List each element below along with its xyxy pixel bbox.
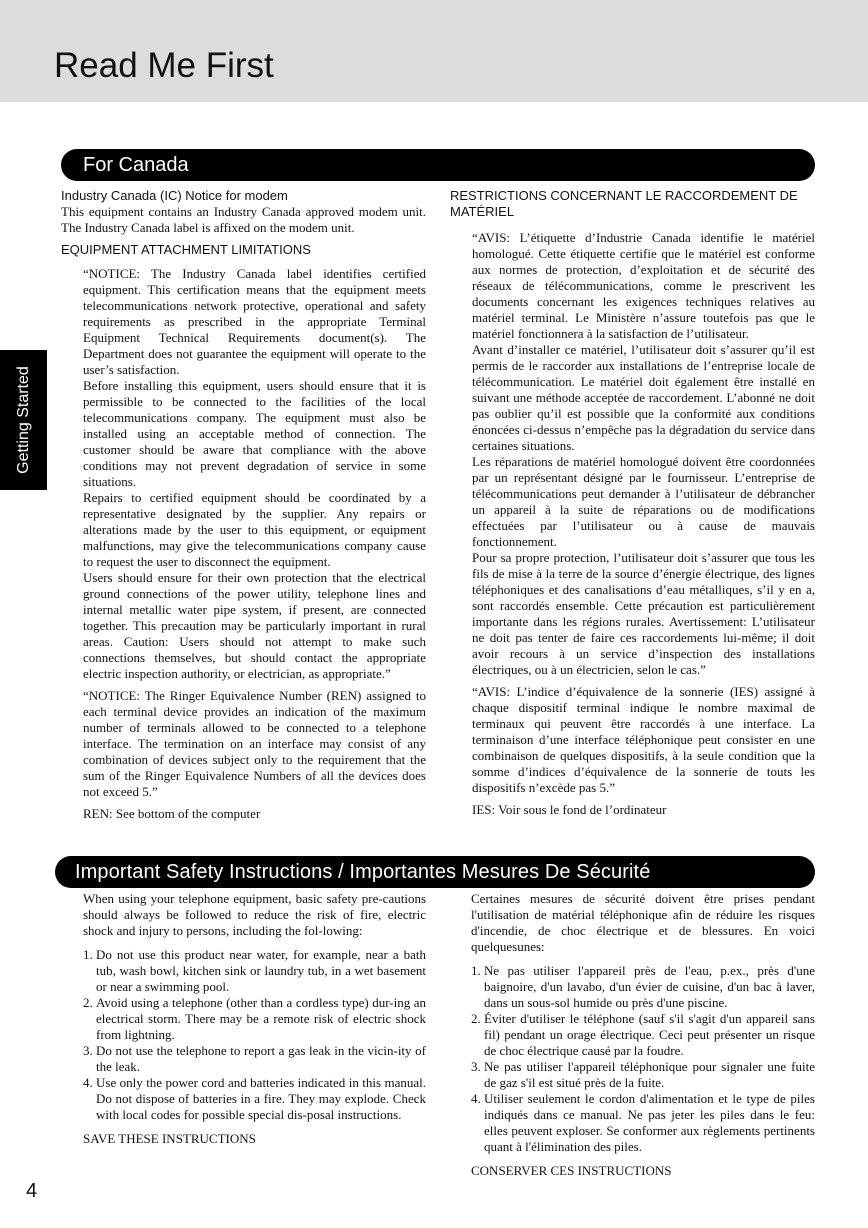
safety-intro-fr: Certaines mesures de sécurité doivent être prises pendant l'utilisation de matérial téléphonique afin de réduire les risques d'incendie, de choc électrique et de blessures. En voici quelquesunes:: [471, 891, 815, 954]
ies-note: IES: Voir sous le fond de l’ordinateur: [472, 802, 667, 817]
notice-2: “NOTICE: The Ringer Equivalence Number (REN) assigned to each terminal device provides an indication of the maximum number of terminals allowed to be connected to a telephone interface. The termination on an interface may consist of any combination of devices subject only to the requirement that the sum of the Ringer Equivalence Numbers of all the devices does not exceed 5.”: [83, 688, 426, 799]
notice-1-paragraph: “NOTICE: The Industry Canada label identifies certified equipment. This certification means that the equipment meets telecommunications network protective, operational and safety requirements as prescribed in the appropriate Terminal Equipment Technical Requirements document(s). The Department does not guarantee the equipment will operate to the user’s satisfaction.: [83, 266, 426, 377]
page-title: Read Me First: [54, 46, 274, 85]
list-item: 3. Do not use the telephone to report a gas leak in the vicin-ity of the leak.: [83, 1043, 426, 1074]
section-bar-canada: [61, 149, 815, 181]
notice-1-paragraph: Before installing this equipment, users should ensure that it is permissible to be connected to the facilities of the local telecommunications company. The equipment must also be installed using an acceptable method of connection. The customer should be aware that compliance with the above conditions may not prevent degradation of service in some situations.: [83, 378, 426, 489]
notice-1-paragraph: Users should ensure for their own protection that the electrical ground connections of the power utility, telephone lines and internal metallic water pipe system, if present, are connected together. This precaution may be particularly important in rural areas. Caution: Users should not attempt to make such connections themselves, but should contact the appropriate electric inspection authority, or electrician, as appropriate.”: [83, 570, 426, 681]
avis-1-paragraph: Les réparations de matériel homologué doivent être coordonnées par un représentant désigné par le fournisseur. L’entreprise de télécommunications peut demander à l’utilisateur de débrancher un appareil à la suite de réparations ou de modifications effectuées par l’utilisateur ou à cause de mauvais fonctionnement.: [472, 454, 815, 549]
avis-1-paragraph: “AVIS: L’étiquette d’Industrie Canada identifie le matériel homologué. Cette étiquette certifie que le matériel est conforme aux normes de protection, d’exploitation et de sécurité des réseaux de télécommunications, comme le prescrivent les documents concernant les exigences techniques relatives au matériel terminal. Le Ministère n’assure toutefois pas que le matériel fonctionnera à la satisfaction de l’utilisateur.: [472, 230, 815, 341]
ic-notice-text: This equipment contains an Industry Canada approved modem unit. The Industry Canada label is affixed on the modem unit.: [61, 204, 426, 235]
safety-list-en: [83, 947, 426, 1123]
safety-list-fr: [471, 963, 815, 1155]
notice-1: [61, 266, 426, 822]
safety-english-column: [83, 891, 426, 1147]
safety-intro-en: When using your telephone equipment, basic safety pre-cautions should always be followed to reduce the risk of fire, electric shock and injury to persons, including the fol-lowing:: [83, 891, 426, 938]
list-item: 2. Éviter d'utiliser le téléphone (sauf s'il s'agit d'un appareil sans fil) pendant un orage électrique. Ceci peut présenter un risque de choc électrique causé par la foudre.: [471, 1011, 815, 1058]
side-tab-label: Getting Started: [14, 366, 32, 474]
safety-french-column: [471, 891, 815, 1179]
avis-2: “AVIS: L’indice d’équivalence de la sonnerie (IES) assigné à chaque dispositif terminal indique le nombre maximal de terminaux qui peuvent être raccordés à une interface. La terminaison d’une interface téléphonique peut consister en une combinaison de quelques dispositifs, à la seule condition que la somme d’indices d’équivalence de la sonnerie de touts les dispositifs n’excède pas 5.”: [472, 684, 815, 795]
list-item: 1. Ne pas utiliser l'appareil près de l'eau, p.ex., près d'une baignoire, d'un lavabo, d'un évier de cuisine, d'un bac à laver, dans un sous-sol humide ou près d'une piscine.: [471, 963, 815, 1010]
canada-left-column: [61, 188, 426, 822]
side-tab: [0, 350, 47, 490]
list-item: 1. Do not use this product near water, for example, near a bath tub, wash bowl, kitchen sink or laundry tub, in a wet basement or near a swimming pool.: [83, 947, 426, 994]
french-heading: RESTRICTIONS CONCERNANT LE RACCORDEMENT DE MATÉRIEL: [450, 188, 798, 219]
page-number: 4: [26, 1180, 38, 1202]
section-title-canada: For Canada: [83, 154, 189, 176]
list-item: 3. Ne pas utiliser l'appareil téléphonique pour signaler une fuite de gaz s'il est situé près de la fuite.: [471, 1059, 815, 1090]
conserver-instructions: CONSERVER CES INSTRUCTIONS: [471, 1163, 672, 1178]
ic-notice-title: Industry Canada (IC) Notice for modem: [61, 188, 288, 203]
page-header: [0, 0, 868, 102]
avis-1-paragraph: Avant d’installer ce matériel, l’utilisateur doit s’assurer qu’il est permis de le raccorder aux installations de l’entreprise locale de télécommunication. Le matériel doit également être installé en suivant une méthode acceptée de raccordement. L’abonné ne doit pas oublier qu’il est possible que la conformité aux conditions énoncées ci-dessus n’empêche pas la dégradation du service dans certaines situations.: [472, 342, 815, 453]
equipment-heading: EQUIPMENT ATTACHMENT LIMITATIONS: [61, 242, 311, 257]
avis-1-paragraph: Pour sa propre protection, l’utilisateur doit s’assurer que tous les fils de mise à la terre de la source d’énergie électrique, des lignes téléphoniques et des canalisations d’eau métalliques, s’il y en a, sont raccordés ensemble. Cette précaution est particulièrement importante dans les régions rurales. Avertissement: L’utilisateur ne doit pas tenter de faire ces raccordements lui-même; il doit avoir recours à un service d’inspection des installations électriques, ou à un électricien, selon le cas.”: [472, 550, 815, 677]
section-bar-safety: [55, 856, 815, 888]
avis-1: [450, 230, 815, 818]
ren-note: REN: See bottom of the computer: [83, 806, 261, 821]
notice-1-paragraph: Repairs to certified equipment should be coordinated by a representative designated by the supplier. Any repairs or alterations made by the user to this equipment, or equipment malfunctions, may give the telecommunications company cause to request the user to disconnect the equipment.: [83, 490, 426, 569]
canada-right-column: [450, 188, 815, 818]
list-item: 4. Utiliser seulement le cordon d'alimentation et le type de piles indiqués dans ce manual. Ne pas jeter les piles dans le feu: elles peuvent exploser. Se conformer aux règlements pertinents quant à l'élimination des piles.: [471, 1091, 815, 1154]
section-title-safety: Important Safety Instructions / Importantes Mesures De Sécurité: [75, 861, 651, 883]
list-item: 2. Avoid using a telephone (other than a cordless type) dur-ing an electrical storm. There may be a remote risk of electric shock from lightning.: [83, 995, 426, 1042]
list-item: 4. Use only the power cord and batteries indicated in this manual. Do not dispose of batteries in a fire. They may explode. Check with local codes for possible special dis-posal instructions.: [83, 1075, 426, 1122]
save-instructions: SAVE THESE INSTRUCTIONS: [83, 1131, 256, 1146]
